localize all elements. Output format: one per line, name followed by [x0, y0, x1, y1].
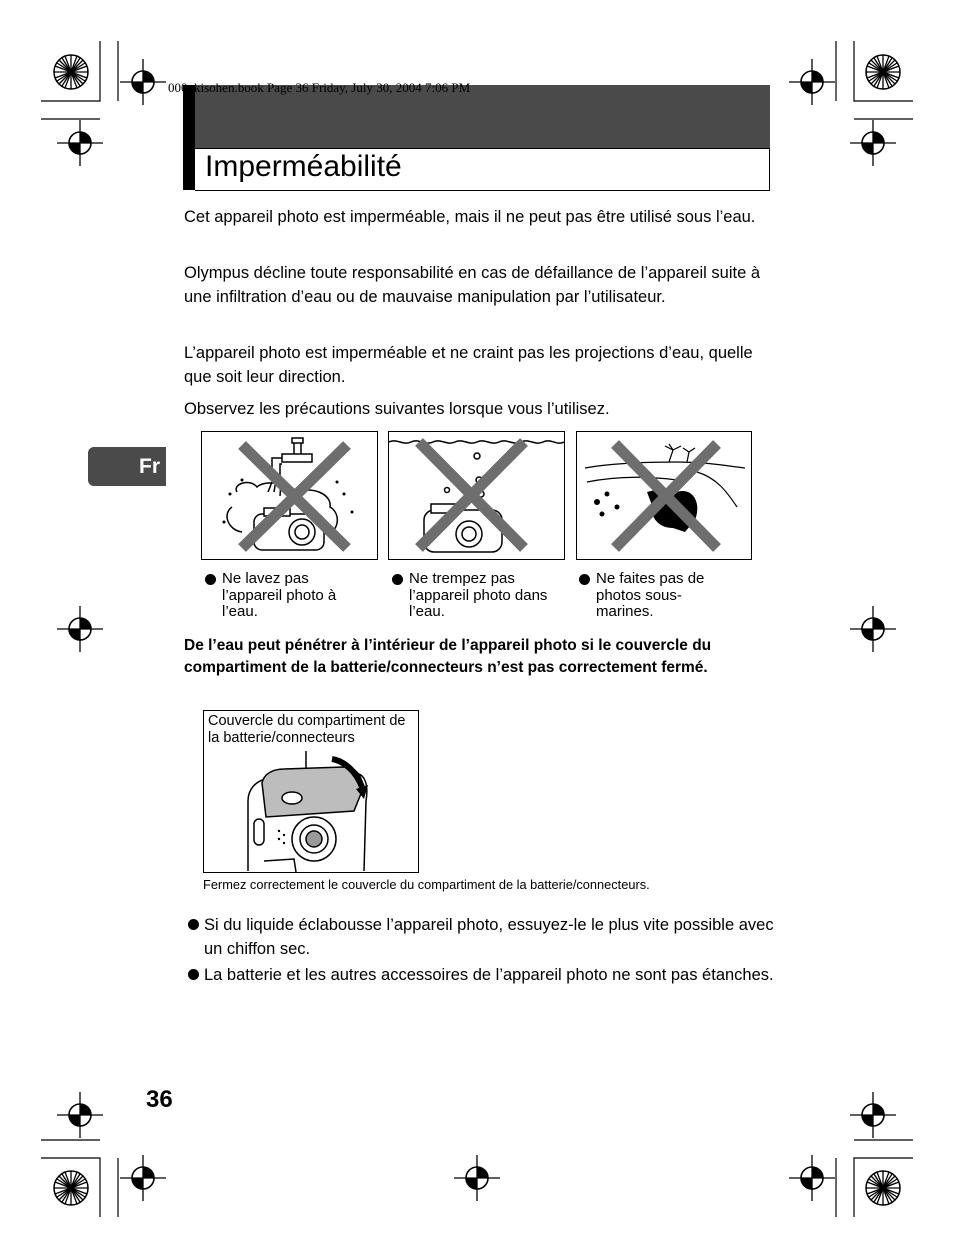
- illustration-washing: [201, 431, 378, 560]
- caption-underwater: [579, 571, 749, 623]
- caption-text: Ne faites pas de photos sous-marines.: [596, 570, 705, 620]
- cover-label: Couvercle du compartiment de la batterie/connecteurs: [208, 713, 406, 746]
- language-tab: Fr: [88, 447, 166, 486]
- bullet-text: Si du liquide éclabousse l’appareil photo, essuyez-le le plus vite possible avec un chiffon sec.: [204, 916, 774, 958]
- page-number: 36: [146, 1086, 173, 1113]
- camera-under-faucet-icon: [202, 432, 377, 559]
- caption-submerged: [392, 571, 562, 623]
- paragraph: Cet appareil photo est imperméable, mais il ne peut pas être utilisé sous l’eau.: [184, 208, 756, 226]
- paragraph: Observez les précautions suivantes lorsque vous l’utilisez.: [184, 400, 610, 418]
- cover-caption: Fermez correctement le couvercle du compartiment de la batterie/connecteurs.: [203, 877, 650, 892]
- caption-text: Ne trempez pas l’appareil photo dans l’eau.: [409, 570, 548, 620]
- bullet-dot: [188, 969, 199, 980]
- caption-washing: [205, 571, 375, 623]
- caption-text: Ne lavez pas l’appareil photo à l’eau.: [222, 570, 337, 620]
- page-title: Imperméabilité: [205, 150, 402, 183]
- bullet-dot: [392, 574, 403, 585]
- bullet-dot: [188, 919, 199, 930]
- illustration-submerged: [388, 431, 565, 560]
- bullet-item: [188, 963, 778, 1011]
- warning-paragraph: De l’eau peut pénétrer à l’intérieur de l’appareil photo si le couvercle du compartiment de la batterie/connecteurs n’est pas correctement fermé.: [184, 637, 712, 676]
- title-accent-strip: [183, 85, 195, 190]
- paragraph: L’appareil photo est imperméable et ne craint pas les projections d’eau, quelle que soit leur direction.: [184, 344, 753, 386]
- bullet-dot: [579, 574, 590, 585]
- camera-submerged-icon: [389, 432, 564, 559]
- bullet-item: [188, 913, 778, 961]
- bullet-dot: [205, 574, 216, 585]
- diver-photographing-icon: [577, 432, 751, 559]
- bullet-text: La batterie et les autres accessoires de l’appareil photo ne sont pas étanches.: [204, 966, 774, 984]
- print-header: 000_kisohen.book Page 36 Friday, July 30, 2004 7:06 PM: [168, 80, 471, 95]
- illustration-underwater: [576, 431, 752, 560]
- paragraph: Olympus décline toute responsabilité en cas de défaillance de l’appareil suite à une infiltration d’eau ou de mauvaise manipulation par l’utilisateur.: [184, 264, 761, 306]
